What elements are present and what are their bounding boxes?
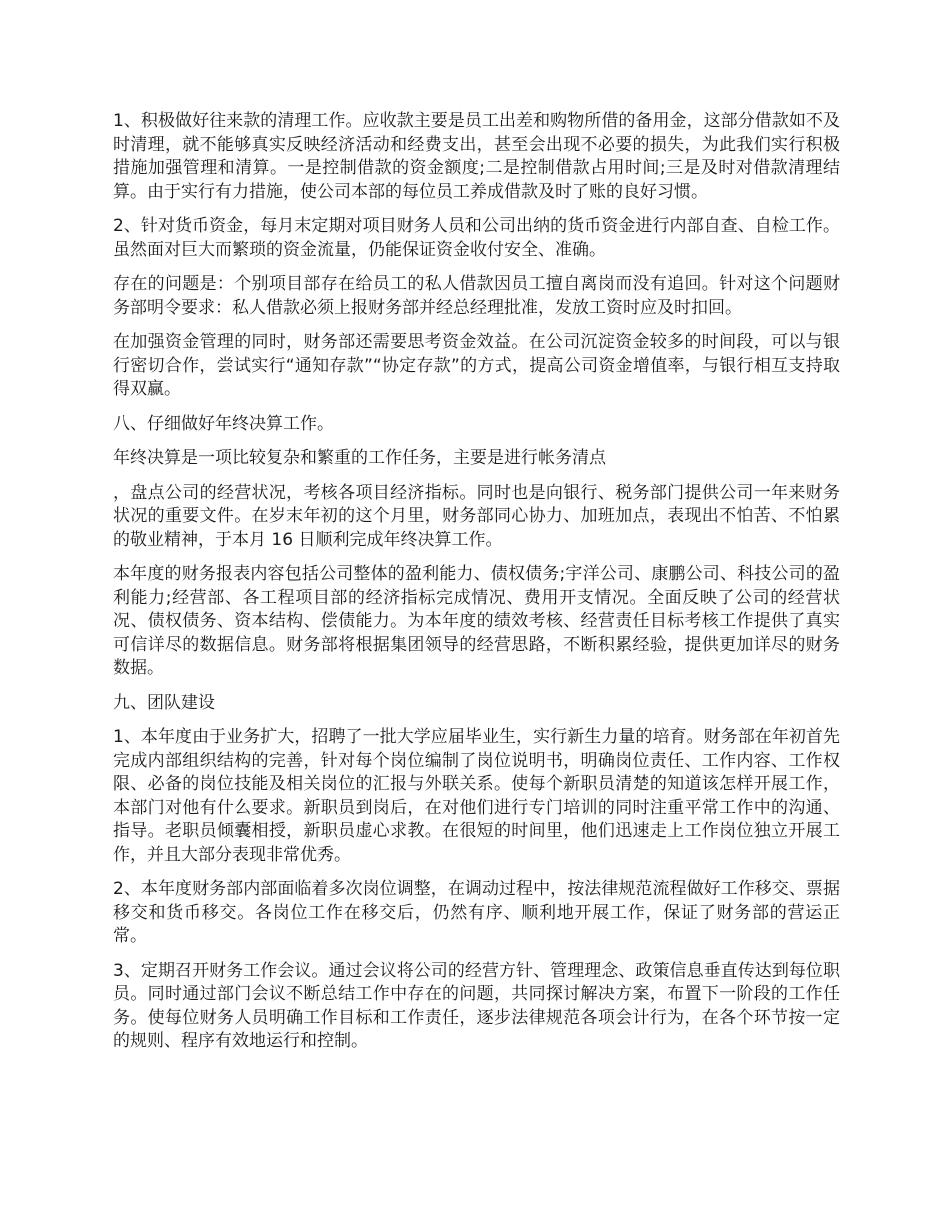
section-heading-year-end-settlement: 八、仔细做好年终决算工作。	[113, 413, 334, 434]
paragraph-finance-meetings: 3、定期召开财务工作会议。通过会议将公司的经营方针、管理理念、政策信息垂直传达到每位职员。同时通过部门会议不断总结工作中存在的问题，共同探讨解决方案，布置下一阶段的工作任务。使每位财务人员明确工作目标和工作责任，逐步法律规范各项会计行为，在各个环节按一定的规则、程序有效地运行和控制。	[113, 960, 840, 1051]
document-page	[113, 110, 840, 1065]
paragraph-post-adjustment: 2、本年度财务部内部面临着多次岗位调整，在调动过程中，按法律规范流程做好工作移交、票据移交和货币移交。各岗位工作在移交后，仍然有序、顺利地开展工作，保证了财务部的营运正常。	[113, 879, 840, 946]
paragraph-year-end-intro: 年终决算是一项比较复杂和繁重的工作任务，主要是进行帐务清点	[113, 448, 606, 468]
paragraph-financial-statements: 本年度的财务报表内容包括公司整体的盈利能力、债权债务;宇洋公司、康鹏公司、科技公司的盈利能力;经营部、各工程项目部的经济指标完成情况、费用开支情况。全面反映了公司的经营状况、债权债务、资本结构、偿债能力。为本年度的绩效考核、经营责任目标考核工作提供了真实可信详尽的数据信息。财务部将根据集团领导的经营思路，不断积累经验，提供更加详尽的财务数据。	[113, 564, 840, 678]
paragraph-year-end-details: ，盘点公司的经营状况，考核各项目经济指标。同时也是向银行、税务部门提供公司一年来财务状况的重要文件。在岁末年初的这个月里，财务部同心协力、加班加点，表现出不怕苦、不怕累的敬业精神，于本月 16 日顺利完成年终决算工作。	[113, 482, 840, 550]
paragraph-new-staff-training: 1、本年度由于业务扩大，招聘了一批大学应届毕业生，实行新生力量的培育。财务部在年初首先完成内部组织结构的完善，针对每个岗位编制了岗位说明书，明确岗位责任、工作内容、工作权限、必备的岗位技能及相关岗位的汇报与外联关系。使每个新职员清楚的知道该怎样开展工作，本部门对他有什么要求。新职员到岗后，在对他们进行专门培训的同时注重平常工作中的沟通、指导。老职员倾囊相授，新职员虚心求教。在很短的时间里，他们迅速走上工作岗位独立开展工作，并且大部分表现非常优秀。	[113, 727, 840, 865]
paragraph-existing-problems: 存在的问题是：个别项目部存在给员工的私人借款因员工擅自离岗而没有追回。针对这个问题财务部明令要求：私人借款必须上报财务部并经总经理批准，发放工资时应及时扣回。	[113, 274, 840, 318]
paragraph-fund-efficiency: 在加强资金管理的同时，财务部还需要思考资金效益。在公司沉淀资金较多的时间段，可以与银行密切合作，尝试实行“通知存款”“协定存款”的方式，提高公司资金增值率，与银行相互支持取得双赢。	[113, 332, 840, 399]
paragraph-receivables-cleanup: 1、积极做好往来款的清理工作。应收款主要是员工出差和购物所借的备用金，这部分借款如不及时清理，就不能够真实反映经济活动和经费支出，甚至会出现不必要的损失，为此我们实行积极措施加强管理和清算。一是控制借款的资金额度;二是控制借款占用时间;三是及时对借款清理结算。由于实行有力措施，使公司本部的每位员工养成借款及时了账的良好习惯。	[113, 111, 840, 202]
section-heading-team-building: 九、团队建设	[113, 692, 215, 713]
paragraph-cash-self-check: 2、针对货币资金，每月末定期对项目财务人员和公司出纳的货币资金进行内部自查、自检工作。虽然面对巨大而繁琐的资金流量，仍能保证资金收付安全、准确。	[113, 216, 840, 260]
